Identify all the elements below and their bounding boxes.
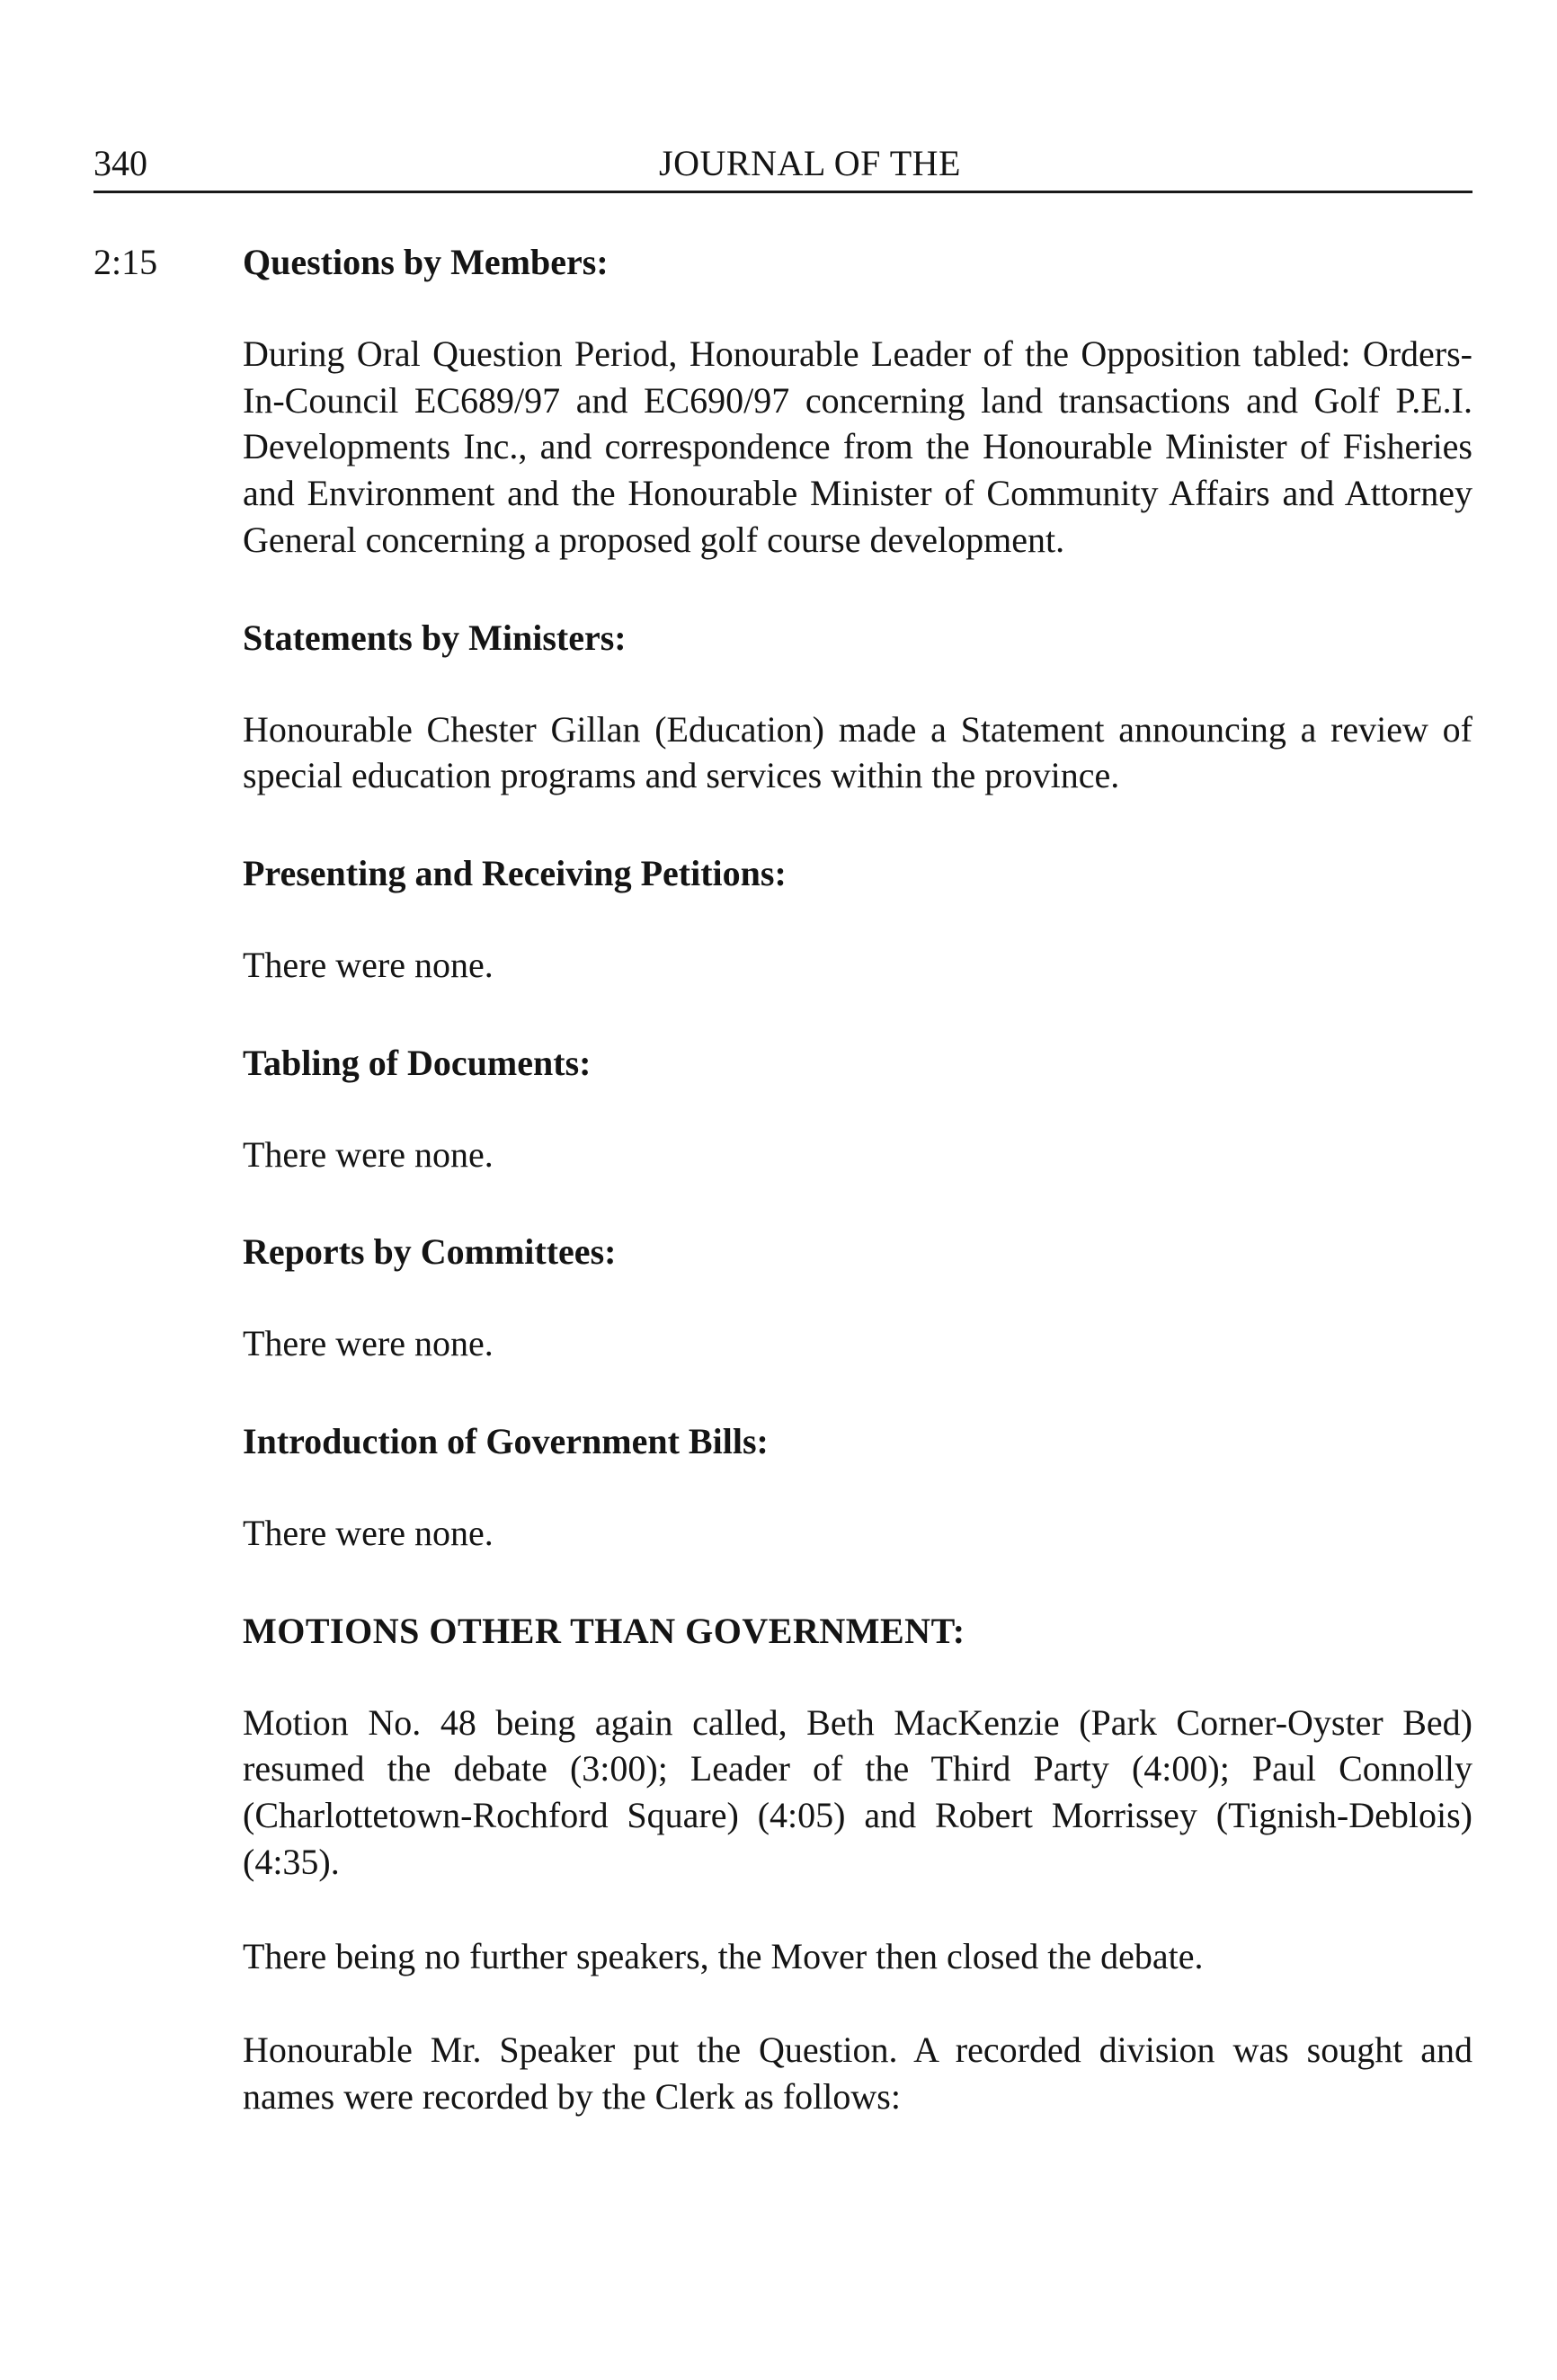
- section-paragraph: There were none.: [243, 944, 494, 985]
- section-paragraph: There were none.: [243, 1513, 494, 1554]
- section-paragraph: Honourable Chester Gillan (Education) made a Statement announcing a review of special education programs and services within the province.: [243, 708, 1472, 796]
- header-rule: [93, 191, 1472, 193]
- section-paragraph: There were none.: [243, 1323, 494, 1364]
- section-reports-by-committees: [243, 1225, 1472, 1367]
- section-heading: Presenting and Receiving Petitions:: [243, 852, 787, 893]
- section-heading: Statements by Ministers:: [243, 617, 627, 658]
- section-heading: Reports by Committees:: [243, 1231, 617, 1273]
- proceedings-content: [243, 235, 1472, 2168]
- section-heading: Introduction of Government Bills:: [243, 1421, 769, 1462]
- section-paragraph: There being no further speakers, the Mover then closed the debate.: [243, 1935, 1204, 1976]
- section-heading: Tabling of Documents:: [243, 1042, 592, 1083]
- page-number: 340: [93, 143, 147, 183]
- section-paragraph: Motion No. 48 being again called, Beth MacKenzie (Park Corner-Oyster Bed) resumed the debate (3:00); Leader of the Third Party (4:00); Paul Connolly (Charlottetown-Rochford Square) (4:05) and Robert Morrissey (Tignish-Deblois) (4:35).: [243, 1701, 1472, 1882]
- running-head: [93, 135, 1472, 192]
- section-motions-other-than-government: [243, 1604, 1472, 2120]
- section-paragraph: There were none.: [243, 1133, 494, 1175]
- section-tabling-of-documents: [243, 1036, 1472, 1178]
- section-questions-by-members: [243, 235, 1472, 564]
- section-heading: MOTIONS OTHER THAN GOVERNMENT:: [243, 1610, 965, 1651]
- section-paragraph: During Oral Question Period, Honourable Leader of the Opposition tabled: Orders-In-Council EC689/97 and EC690/97 concerning land transactions and Golf P.E.I. Developments Inc., and correspondence from the Honourable Minister of Fisheries and Environment and the Honourable Minister of Community Affairs and Attorney General concerning a proposed golf course development.: [243, 333, 1472, 560]
- section-government-bills: [243, 1415, 1472, 1557]
- section-statements-by-ministers: [243, 611, 1472, 799]
- running-title: JOURNAL OF THE: [659, 143, 961, 183]
- time-marker: 2:15: [93, 242, 158, 282]
- section-paragraph: Honourable Mr. Speaker put the Question. A recorded division was sought and names were recorded by the Clerk as follows:: [243, 2029, 1472, 2117]
- section-petitions: [243, 847, 1472, 989]
- section-heading: Questions by Members:: [243, 242, 609, 282]
